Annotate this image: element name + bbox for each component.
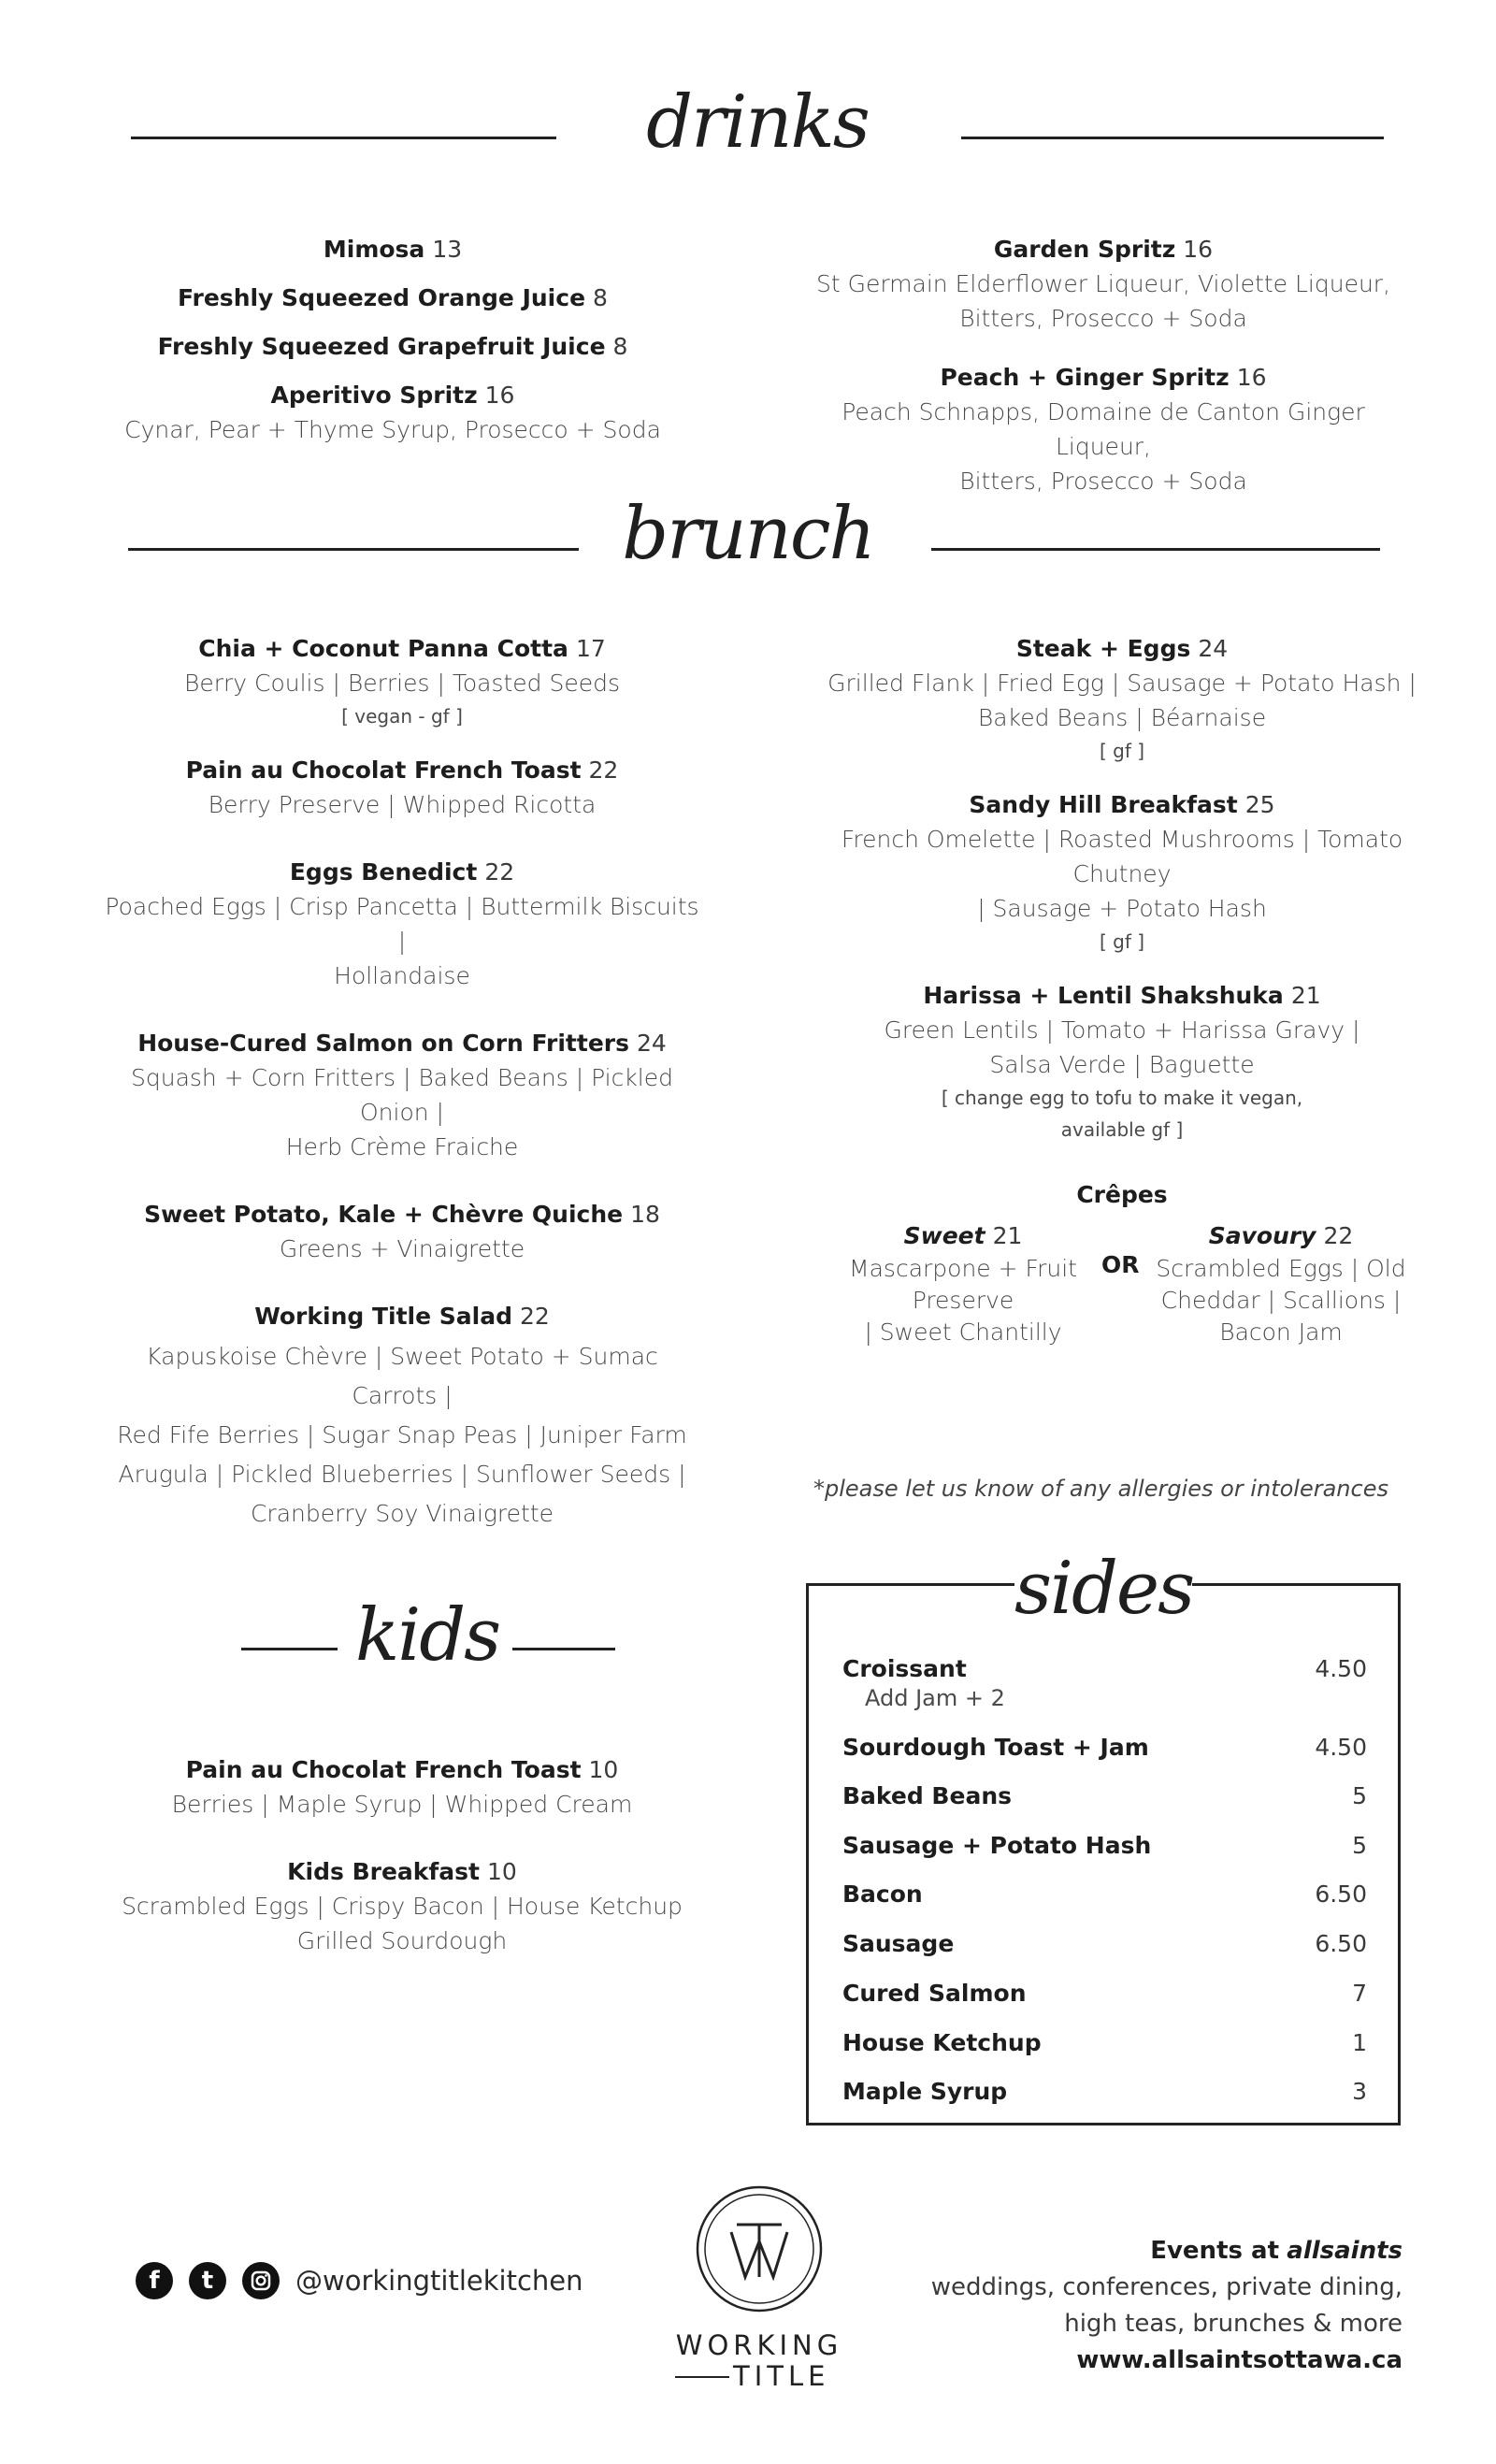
side-price: 7 bbox=[1352, 1980, 1367, 2007]
item-description: | Sausage + Potato Hash bbox=[977, 895, 1267, 922]
side-item bbox=[842, 1880, 1367, 1908]
instagram-icon[interactable] bbox=[242, 2262, 280, 2299]
side-price: 3 bbox=[1352, 2078, 1367, 2105]
item-price: 17 bbox=[575, 635, 606, 662]
brunch-rule-right bbox=[931, 548, 1380, 551]
item-price: 25 bbox=[1244, 791, 1275, 818]
item-description: Bitters, Prosecco + Soda bbox=[959, 305, 1247, 332]
drinks-rule-right bbox=[961, 137, 1384, 139]
item-description: Grilled Sourdough bbox=[296, 1927, 508, 1954]
kids-rule-right bbox=[512, 1648, 615, 1650]
sides-box bbox=[806, 1583, 1401, 2125]
crepe-description: Scrambled Eggs | Old bbox=[1156, 1255, 1406, 1282]
side-price: 5 bbox=[1352, 1782, 1367, 1809]
drinks-heading: drinks bbox=[646, 80, 869, 165]
crepes-sweet bbox=[842, 1218, 1085, 1348]
side-name: Maple Syrup bbox=[842, 2078, 1008, 2105]
item-description: Grilled Flank | Fried Egg | Sausage + Potato Hash | bbox=[827, 670, 1417, 697]
events-title: Events at bbox=[1150, 2237, 1280, 2265]
menu-item bbox=[804, 978, 1440, 1146]
menu-item bbox=[103, 1299, 701, 1534]
item-description: Bitters, Prosecco + Soda bbox=[959, 468, 1247, 495]
crepe-description: Mascarpone + Fruit bbox=[849, 1255, 1077, 1282]
side-name: Sourdough Toast + Jam bbox=[842, 1734, 1149, 1761]
side-name: Cured Salmon bbox=[842, 1980, 1027, 2007]
item-name: Aperitivo Spritz bbox=[270, 382, 478, 409]
item-description: Cranberry Soy Vinaigrette bbox=[250, 1500, 554, 1527]
crepe-price: 22 bbox=[1323, 1222, 1354, 1249]
item-description: Kapuskoise Chèvre | Sweet Potato + Sumac Carrots | bbox=[146, 1343, 658, 1409]
brunch-left-column bbox=[103, 631, 701, 1534]
item-price: 22 bbox=[588, 756, 619, 784]
events-venue: allsaints bbox=[1287, 2237, 1402, 2265]
crepe-name: Sweet bbox=[903, 1222, 985, 1249]
item-description: Hollandaise bbox=[334, 962, 470, 989]
kids-column bbox=[122, 1752, 683, 1958]
events-line: high teas, brunches & more bbox=[1064, 2310, 1402, 2338]
logo-wordmark-title: TITLE bbox=[733, 2360, 830, 2392]
side-price: 4.50 bbox=[1315, 1734, 1367, 1761]
side-name: Baked Beans bbox=[842, 1782, 1012, 1809]
item-price: 8 bbox=[612, 333, 628, 360]
crepes-title: Crêpes bbox=[1076, 1181, 1168, 1208]
item-name: Chia + Coconut Panna Cotta bbox=[198, 635, 568, 662]
item-description: Berries | Maple Syrup | Whipped Cream bbox=[171, 1791, 633, 1818]
side-item bbox=[842, 1782, 1367, 1809]
item-description: Berry Coulis | Berries | Toasted Seeds bbox=[183, 670, 621, 697]
side-item bbox=[842, 2078, 1367, 2105]
facebook-icon[interactable]: f bbox=[136, 2262, 173, 2299]
side-price: 1 bbox=[1352, 2029, 1367, 2056]
item-name: Peach + Ginger Spritz bbox=[940, 364, 1230, 391]
side-name: House Ketchup bbox=[842, 2029, 1042, 2056]
item-description: Cynar, Pear + Thyme Syrup, Prosecco + Soda bbox=[124, 416, 661, 443]
item-description: Salsa Verde | Baguette bbox=[989, 1051, 1255, 1078]
menu-item bbox=[103, 631, 701, 732]
side-addon: Add Jam + 2 bbox=[865, 1685, 1005, 1711]
item-note: [ gf ] bbox=[1099, 740, 1145, 762]
item-name: House-Cured Salmon on Corn Fritters bbox=[137, 1030, 629, 1057]
side-price: 5 bbox=[1352, 1832, 1367, 1859]
item-description: Berry Preserve | Whipped Ricotta bbox=[208, 791, 597, 818]
item-note: available gf ] bbox=[1060, 1118, 1184, 1141]
crepe-description: Cheddar | Scallions | bbox=[1160, 1287, 1402, 1314]
menu-item bbox=[122, 1854, 683, 1958]
logo-wordmark-working: WORKING bbox=[675, 2329, 843, 2361]
item-description: Herb Crème Fraiche bbox=[285, 1133, 519, 1160]
item-price: 16 bbox=[1236, 364, 1267, 391]
item-name: Pain au Chocolat French Toast bbox=[185, 756, 582, 784]
item-price: 22 bbox=[519, 1303, 550, 1330]
item-name: Pain au Chocolat French Toast bbox=[185, 1756, 582, 1783]
menu-item bbox=[103, 753, 701, 822]
crepe-price: 21 bbox=[992, 1222, 1023, 1249]
menu-item bbox=[122, 232, 664, 267]
menu-item bbox=[804, 631, 1440, 767]
side-price: 6.50 bbox=[1315, 1880, 1367, 1908]
menu-item bbox=[804, 232, 1402, 267]
item-price: 8 bbox=[593, 284, 608, 311]
side-item bbox=[842, 1832, 1367, 1859]
item-note: [ vegan - gf ] bbox=[341, 705, 463, 728]
side-item bbox=[842, 2029, 1367, 2056]
events-block bbox=[916, 2233, 1402, 2379]
item-name: Sandy Hill Breakfast bbox=[969, 791, 1238, 818]
menu-item bbox=[122, 329, 664, 364]
item-name: Steak + Eggs bbox=[1015, 635, 1191, 662]
item-price: 21 bbox=[1290, 982, 1321, 1009]
side-name: Sausage bbox=[842, 1930, 955, 1957]
item-description: Baked Beans | Béarnaise bbox=[977, 704, 1267, 731]
allergy-note: *please let us know of any allergies or intolerances bbox=[813, 1476, 1388, 1502]
side-item bbox=[842, 1655, 1367, 1682]
side-price: 6.50 bbox=[1315, 1930, 1367, 1957]
crepe-description: Preserve bbox=[912, 1287, 1014, 1314]
side-item bbox=[842, 1734, 1367, 1761]
side-item bbox=[842, 1930, 1367, 1957]
item-description: Red Fife Berries | Sugar Snap Peas | Juniper Farm bbox=[117, 1421, 687, 1448]
menu-item bbox=[103, 1197, 701, 1266]
menu-item bbox=[122, 1752, 683, 1822]
drinks-rule-left bbox=[131, 137, 556, 139]
item-description: Arugula | Pickled Blueberries | Sunflower Seeds | bbox=[118, 1461, 686, 1488]
events-line: weddings, conferences, private dining, bbox=[930, 2273, 1402, 2301]
item-description: Scrambled Eggs | Crispy Bacon | House Ketchup bbox=[122, 1893, 683, 1920]
side-price: 4.50 bbox=[1315, 1655, 1367, 1682]
item-price: 24 bbox=[636, 1030, 667, 1057]
brunch-heading: brunch bbox=[622, 492, 874, 576]
item-name: Sweet Potato, Kale + Chèvre Quiche bbox=[144, 1201, 624, 1228]
drinks-right-column bbox=[804, 232, 1402, 498]
crepe-name: Savoury bbox=[1208, 1222, 1316, 1249]
side-name: Croissant bbox=[842, 1655, 967, 1682]
sides-heading: sides bbox=[1014, 1547, 1194, 1631]
twitter-icon[interactable]: t bbox=[189, 2262, 226, 2299]
side-item bbox=[842, 1980, 1367, 2007]
item-price: 10 bbox=[588, 1756, 619, 1783]
item-name: Freshly Squeezed Grapefruit Juice bbox=[157, 333, 606, 360]
menu-item bbox=[122, 281, 664, 315]
menu-item bbox=[804, 787, 1440, 958]
menu-item bbox=[122, 378, 664, 412]
item-description: St Germain Elderflower Liqueur, Violette Liqueur, bbox=[815, 270, 1391, 297]
working-title-logo bbox=[694, 2183, 825, 2314]
crepes-or: OR bbox=[1101, 1251, 1140, 1278]
item-price: 10 bbox=[487, 1858, 517, 1885]
side-name: Bacon bbox=[842, 1880, 923, 1908]
item-name: Harissa + Lentil Shakshuka bbox=[923, 982, 1284, 1009]
item-description: Green Lentils | Tomato + Harissa Gravy | bbox=[884, 1016, 1360, 1044]
item-name: Freshly Squeezed Orange Juice bbox=[178, 284, 586, 311]
item-name: Working Title Salad bbox=[254, 1303, 512, 1330]
item-note: [ gf ] bbox=[1099, 930, 1145, 953]
social-handle[interactable]: @workingtitlekitchen bbox=[295, 2265, 583, 2297]
logo-emblem-icon bbox=[694, 2183, 825, 2314]
item-name: Kids Breakfast bbox=[287, 1858, 481, 1885]
item-name: Mimosa bbox=[323, 236, 425, 263]
item-price: 13 bbox=[432, 236, 463, 263]
kids-heading: kids bbox=[355, 1593, 500, 1678]
side-name: Sausage + Potato Hash bbox=[842, 1832, 1152, 1859]
events-url-link[interactable]: www.allsaintsottawa.ca bbox=[1076, 2346, 1402, 2374]
item-price: 18 bbox=[630, 1201, 660, 1228]
menu-item bbox=[804, 360, 1402, 395]
item-price: 16 bbox=[484, 382, 515, 409]
drinks-left-column bbox=[122, 232, 664, 447]
crepe-description: Bacon Jam bbox=[1219, 1318, 1343, 1346]
crepe-description: | Sweet Chantilly bbox=[864, 1318, 1062, 1346]
logo-rule bbox=[675, 2376, 729, 2378]
item-name: Eggs Benedict bbox=[289, 858, 478, 886]
instagram-glyph bbox=[242, 2262, 280, 2299]
item-note: [ change egg to tofu to make it vegan, bbox=[941, 1087, 1303, 1109]
item-price: 22 bbox=[484, 858, 515, 886]
menu-item bbox=[103, 1026, 701, 1164]
item-price: 24 bbox=[1198, 635, 1229, 662]
brunch-right-column bbox=[804, 631, 1440, 1146]
item-description: Squash + Corn Fritters | Baked Beans | Pickled Onion | bbox=[130, 1064, 673, 1126]
item-description: French Omelette | Roasted Mushrooms | Tomato Chutney bbox=[841, 826, 1403, 887]
crepes-savoury bbox=[1150, 1218, 1412, 1348]
item-description: Peach Schnapps, Domaine de Canton Ginger Liqueur, bbox=[842, 398, 1365, 460]
menu-item bbox=[103, 855, 701, 993]
item-description: Poached Eggs | Crisp Pancetta | Buttermilk Biscuits | bbox=[105, 893, 699, 955]
kids-rule-left bbox=[241, 1648, 338, 1650]
brunch-rule-left bbox=[128, 548, 579, 551]
item-name: Garden Spritz bbox=[993, 236, 1176, 263]
item-description: Greens + Vinaigrette bbox=[279, 1235, 525, 1262]
item-price: 16 bbox=[1183, 236, 1214, 263]
